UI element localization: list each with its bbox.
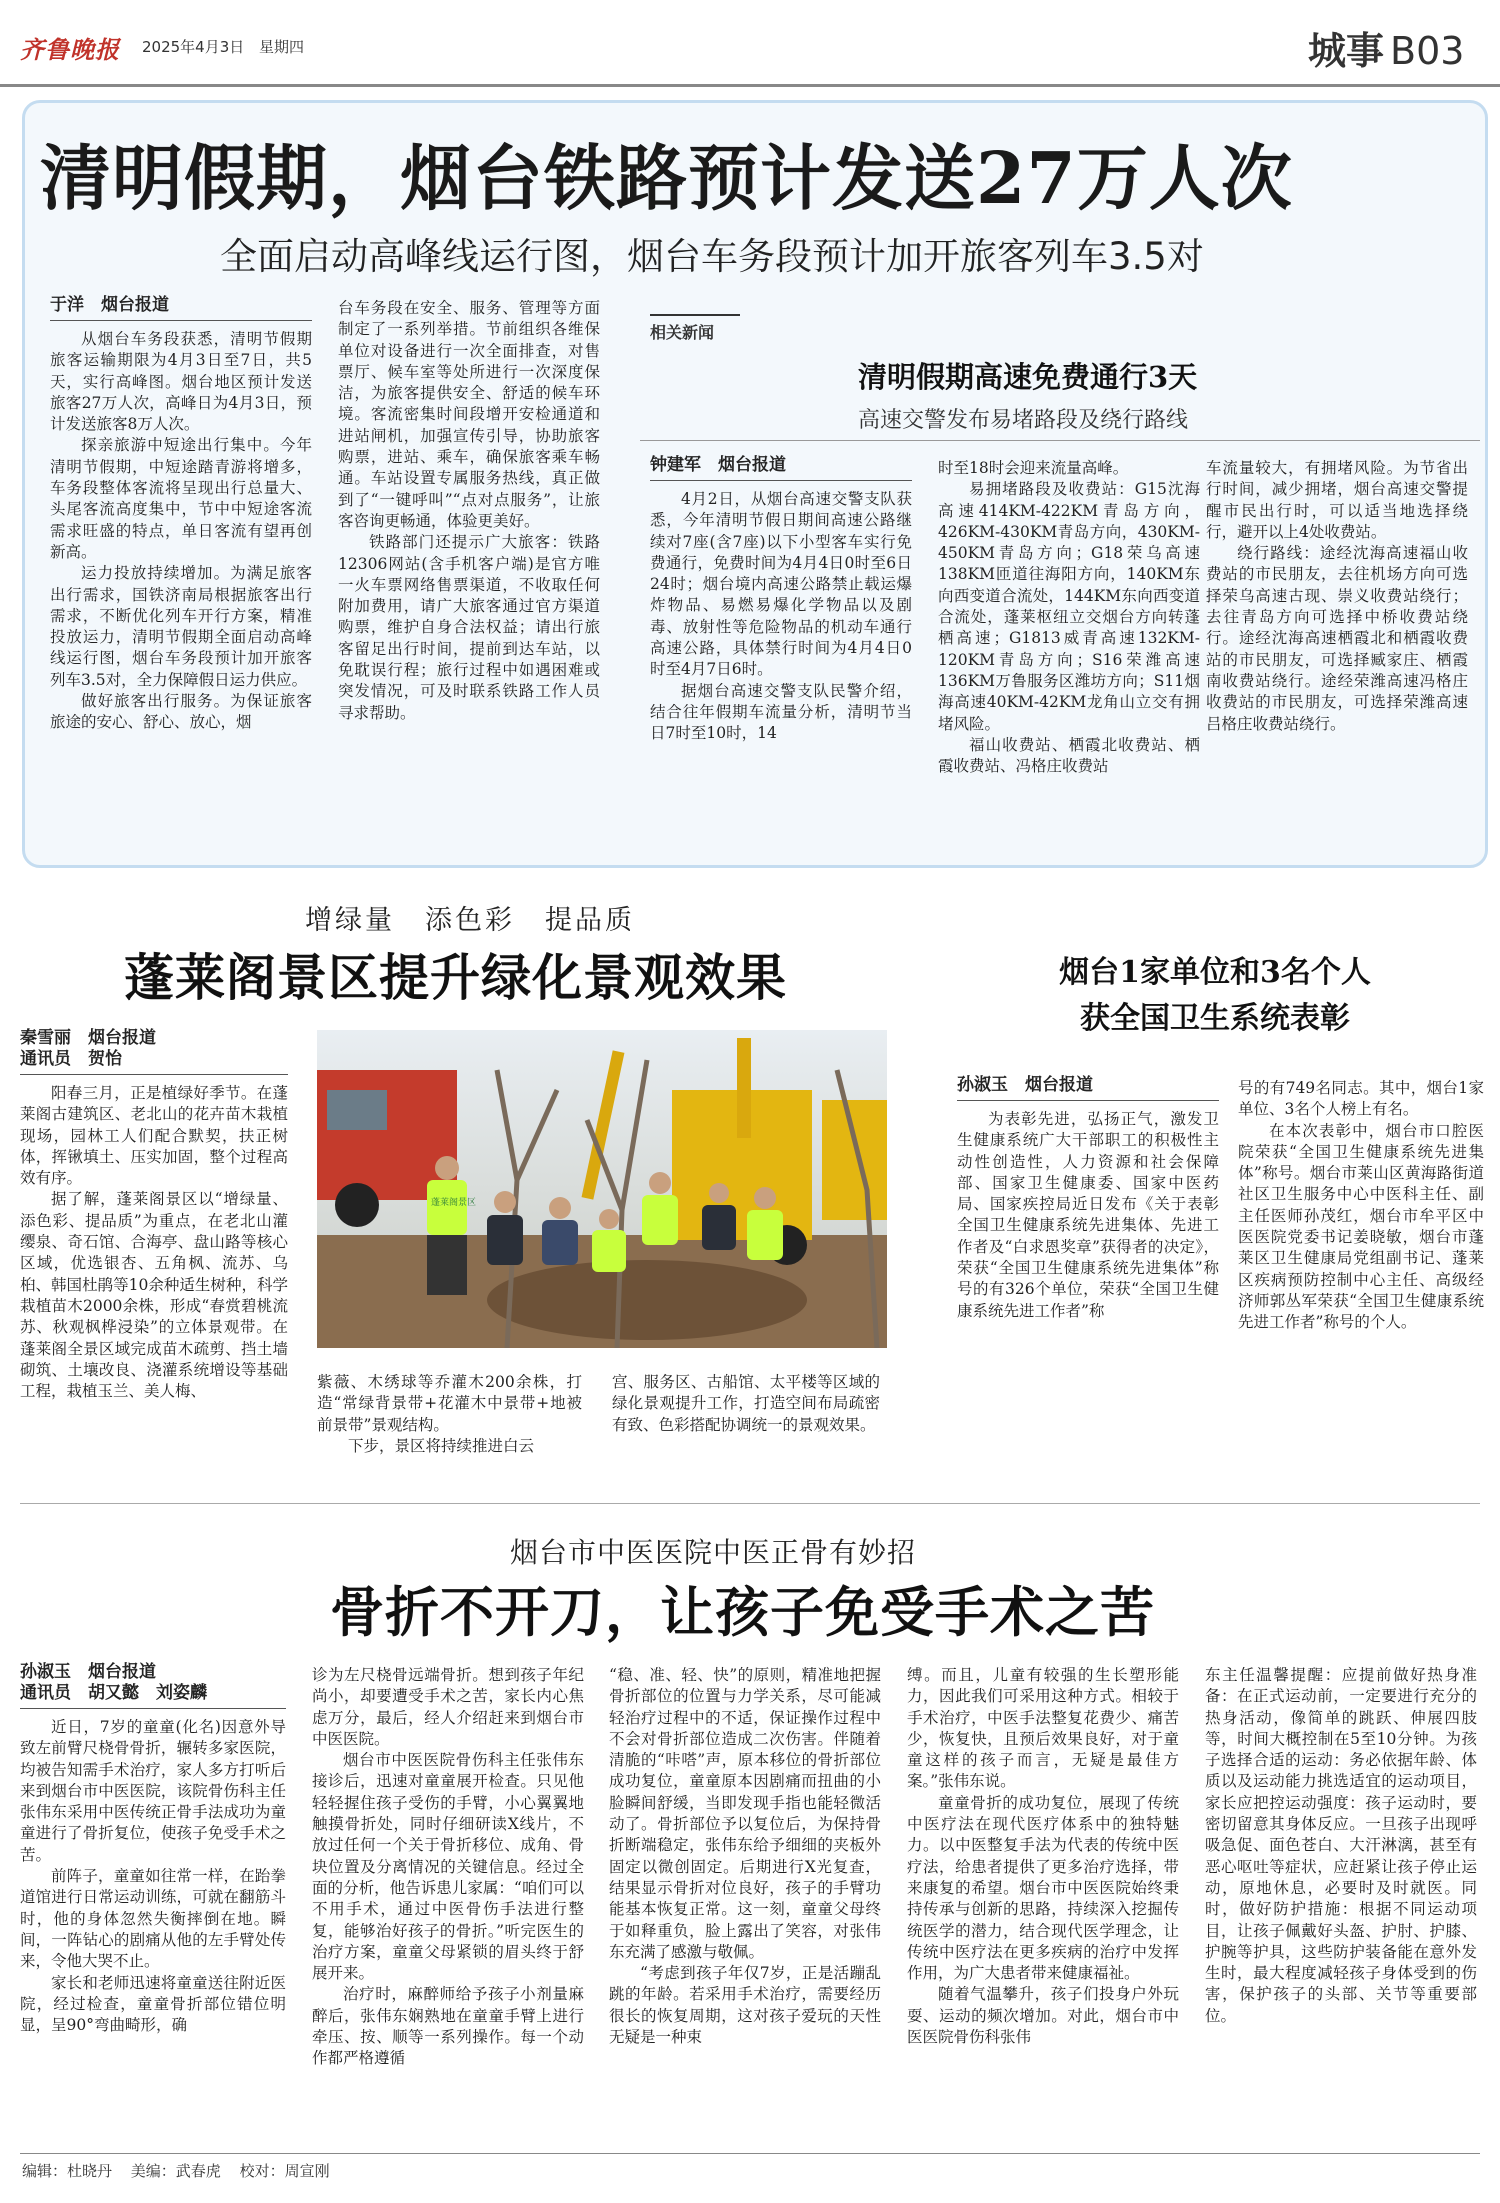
proofreader-credit: 校对：周宣刚 xyxy=(239,2162,330,2180)
paragraph: 为表彰先进，弘扬正气，激发卫生健康系统广大干部职工的积极性主动性创造性，人力资源和社会保障部、国家卫生健康委、国家中医药局、国家疾控局近日发布《关于表彰全国卫生健康系统先进集体、先进工作者及“白求恩奖章”获得者的决定》，荣获“全国卫生健康系统先进集体”称号的有326个单位，荣获“全国卫生健康系统先进工作者”称 xyxy=(957,1110,1219,1320)
paragraph: 4月2日，从烟台高速交警支队获悉，今年清明节假日期间高速公路继续对7座(含7座)以下小型客车实行免费通行，免费时间为4月4日0时至6日24时；烟台境内高速公路禁止载运爆炸物品、易燃易爆化学物品以及剧毒、放射性等危险物品的机动车通行高速公路，具体禁行时间为4月4日0时至4月7日6时。 xyxy=(650,490,912,679)
greening-kicker: 增绿量 添色彩 提品质 xyxy=(305,905,635,936)
section-divider xyxy=(20,1503,1480,1504)
paragraph: 紫薇、木绣球等乔灌木200余株，打造“常绿背景带+花灌木中景带+地被前景带”景观结构。 xyxy=(317,1373,582,1434)
bone-byline xyxy=(20,1662,286,1709)
byline-reporter: 孙淑玉 烟台报道 xyxy=(20,1662,156,1682)
greening-column-3 xyxy=(612,1372,880,1482)
bone-column-5 xyxy=(1205,1665,1477,2135)
paragraph: 运力投放持续增加。为满足旅客出行需求，国铁济南局根据旅客出行需求，不断优化列车开行方案，精准投放运力，清明节假期全面启动高峰线运行图，烟台车务段预计加开旅客列车3.5对，全力保障假日运力供应。 xyxy=(50,564,312,689)
paragraph: 宫、服务区、古船馆、太平楼等区域的绿化景观提升工作，打造空间布局疏密有致、色彩搭配协调统一的景观效果。 xyxy=(612,1373,880,1434)
bone-column-2 xyxy=(312,1665,584,2135)
greening-column-2 xyxy=(317,1372,582,1482)
bone-column-3 xyxy=(609,1665,881,2135)
paragraph: 易拥堵路段及收费站：G15沈海高速414KM-422KM青岛方向，426KM-430KM青岛方向，430KM-450KM青岛方向；G18荣乌高速138KM匝道往海阳方向，140KM东向西变道合流处，144KM东向西变道合流处，蓬莱枢纽立交烟台方向转蓬栖高速；G1813威青高速132KM-120KM青岛方向；S16荣潍高速136KM万鲁服务区潍坊方向；S11烟海高速40KM-42KM龙角山立交有拥堵风险。 xyxy=(938,480,1200,733)
paragraph: 绕行路线：途经沈海高速福山收费站的市民朋友，去往机场方向可选择荣乌高速古现、崇义收费站绕行；去往青岛方向可选择中桥收费站绕行。途经沈海高速栖霞北和栖霞收费站的市民朋友，可选择臧家庄、栖霞南收费站绕行。途经荣潍高速冯格庄收费站的市民朋友，可选择荣潍高速吕格庄收费站绕行。 xyxy=(1206,544,1468,733)
paragraph: 从烟台车务段获悉，清明节假期旅客运输期限为4月3日至7日，共5天，实行高峰图。烟台地区预计发送旅客27万人次，高峰日为4月3日，预计发送旅客8万人次。 xyxy=(50,330,312,434)
header-divider xyxy=(0,84,1500,87)
related-column-1 xyxy=(650,455,912,845)
paragraph: 治疗时，麻醉师给予孩子小剂量麻醉后，张伟东娴熟地在童童手臂上进行牵压、按、顺等一系列操作。每一个动作都严格遵循 xyxy=(312,1985,584,2068)
section-name: 城事 xyxy=(1308,29,1385,73)
award-headline-line-2: 获全国卫生系统表彰 xyxy=(1080,1001,1350,1036)
related-subheadline: 高速交警发布易堵路段及绕行路线 xyxy=(858,408,1189,433)
byline-correspondent: 通讯员 贺怡 xyxy=(20,1049,122,1069)
paragraph: 缚。而且，儿童有较强的生长塑形能力，因此我们可采用这种方式。相较于手术治疗，中医手法整复花费少、痛苦少，恢复快，且预后效果良好，对于童童这样的孩子而言，无疑是最佳方案。”张伟东说。 xyxy=(907,1666,1179,1791)
photo-illustration xyxy=(317,1030,887,1348)
lead-column-2 xyxy=(338,298,600,840)
paragraph: 在本次表彰中，烟台市口腔医院荣获“全国卫生健康系统先进集体”称号。烟台市莱山区黄海路街道社区卫生服务中心中医科主任、副主任医师孙茂红，烟台市牟平区中医医院党委书记姜晓敏，烟台市蓬莱区卫生健康局党组副书记、蓬莱区疾病预防控制中心主任、高级经济师郭丛军荣获“全国卫生健康系统先进工作者”称号的个人。 xyxy=(1238,1121,1484,1332)
paragraph: 家长和老师迅速将童童送往附近医院，经过检查，童童骨折部位错位明显，呈90°弯曲畸形，确 xyxy=(20,1973,286,2035)
paragraph: “稳、准、轻、快”的原则，精准地把握骨折部位的位置与力学关系，尽可能减轻治疗过程中的不适，保证操作过程中不会对骨折部位造成二次伤害。伴随着清脆的“咔嗒”声，原本移位的骨折部位成功复位，童童原本因剧痛而扭曲的小脸瞬间舒缓，当即发现手指也能轻微活动了。骨折部位予以复位后，为保持骨折断端稳定，张伟东给予细细的夹板外固定以微创固定。后期进行X光复查，结果显示骨折对位良好，孩子的手臂功能基本恢复正常。这一刻，童童父母终于如释重负，脸上露出了笑容，对张伟东充满了感激与敬佩。 xyxy=(609,1666,881,1961)
page-number: B03 xyxy=(1390,29,1465,73)
bone-kicker: 烟台市中医医院中医正骨有妙招 xyxy=(510,1536,917,1569)
weekday-text: 星期四 xyxy=(259,38,305,56)
paragraph: 近日，7岁的童童(化名)因意外导致左前臂尺桡骨骨折，辗转多家医院，均被告知需手术治疗，家人多方打听后来到烟台市中医医院，该院骨伤科主任张伟东采用中医传统正骨手法成功为童童进行了骨折复位，使孩子免受手术之苦。 xyxy=(20,1718,286,1864)
paragraph: 据烟台高速交警支队民警介绍，结合往年假期车流量分析，清明节当日7时至10时，14 xyxy=(650,681,912,743)
lead-subheadline: 全面启动高峰线运行图，烟台车务段预计加开旅客列车3.5对 xyxy=(220,235,1204,278)
award-column-1 xyxy=(957,1075,1219,1415)
footer-divider xyxy=(20,2153,1480,2154)
paragraph: 东主任温馨提醒：应提前做好热身准备：在正式运动前，一定要进行充分的热身活动，像简单的跳跃、伸展四肢等，时间大概控制在5至10分钟。为孩子选择合适的运动：务必依据年龄、体质以及运动能力挑选适宜的运动项目，家长应把控运动强度：孩子运动时，要密切留意其身体反应。一旦孩子出现呼吸急促、面色苍白、大汗淋漓，甚至有恶心呕吐等症状，应赶紧让孩子停止运动，原地休息，必要时及时就医。同时，做好防护措施：根据不同运动项目，让孩子佩戴好头盔、护肘、护膝、护腕等护具，这些防护装备能在意外发生时，最大程度减轻孩子身体受到的伤害，保护孩子的头部、关节等重要部位。 xyxy=(1205,1666,1477,2025)
award-byline: 孙淑玉 烟台报道 xyxy=(957,1075,1219,1101)
paragraph: 探亲旅游中短途出行集中。今年清明节假期，中短途踏青游将增多，车务段整体客流将呈现出行总量大、头尾客流高度集中，节中中短途客流需求旺盛的特点，单日客流有望再创新高。 xyxy=(50,436,312,561)
paragraph: 前阵子，童童如往常一样，在跆拳道馆进行日常运动训练，可就在翻筋斗时，他的身体忽然失衡摔倒在地。瞬间，一阵钻心的剧痛从他的左手臂处传来，令他大哭不止。 xyxy=(20,1867,286,1971)
paragraph: 号的有749名同志。其中，烟台1家单位、3名个人榜上有名。 xyxy=(1238,1079,1484,1119)
paragraph: 诊为左尺桡骨远端骨折。想到孩子年纪尚小，却要遭受手术之苦，家长内心焦虑万分，最后，经人介绍赶来到烟台市中医医院。 xyxy=(312,1666,584,1748)
paragraph: 车流量较大，有拥堵风险。为节省出行时间，减少拥堵，烟台高速交警提醒市民出行时，可以适当地选择绕行，避开以上4处收费站。 xyxy=(1206,459,1468,541)
award-headline-line-1: 烟台1家单位和3名个人 xyxy=(1059,955,1371,990)
related-column-2 xyxy=(938,458,1200,845)
section-label xyxy=(1308,20,1464,75)
landscaping-photo xyxy=(317,1030,887,1348)
paragraph: 时至18时会迎来流量高峰。 xyxy=(938,459,1129,477)
credits-footer xyxy=(22,2160,344,2181)
greening-byline xyxy=(20,1028,288,1075)
byline-reporter: 秦雪丽 烟台报道 xyxy=(20,1028,156,1048)
lead-headline: 清明假期，烟台铁路预计发送27万人次 xyxy=(40,136,1293,220)
related-news-label: 相关新闻 xyxy=(650,314,740,343)
related-headline: 清明假期高速免费通行3天 xyxy=(858,360,1198,394)
related-divider xyxy=(640,440,1480,441)
greening-column-1 xyxy=(20,1028,288,1478)
paragraph: 烟台市中医医院骨伤科主任张伟东接诊后，迅速对童童展开检查。只见他轻轻握住孩子受伤的手臂，小心翼翼地触摸骨折处，同时仔细研读X线片，不放过任何一个关于骨折移位、成角、骨块位置及分离情况的关键信息。经过全面的分析，他告诉患儿家属：“咱们可以不用手术，通过中医骨伤手法进行整复，能够治好孩子的骨折。”听完医生的治疗方案，童童父母紧锁的眉头终于舒展开来。 xyxy=(312,1751,584,1983)
date-text: 2025年4月3日 xyxy=(142,38,245,56)
paragraph: 随着气温攀升，孩子们投身户外玩耍、运动的频次增加。对此，烟台市中医医院骨伤科张伟 xyxy=(907,1985,1179,2047)
paragraph: 下步，景区将持续推进白云 xyxy=(348,1436,535,1455)
paragraph: 据了解，蓬莱阁景区以“增绿量、添色彩、提品质”为重点，在老北山灌缨泉、奇石馆、合海亭、盘山路等核心区域，优选银杏、五角枫、流苏、乌桕、韩国杜鹃等10余种适生树种，科学栽植苗木2000余株，形成“春赏碧桃流苏、秋观枫桦浸染”的立体景观带。在蓬莱阁全景区域完成苗木疏剪、挡土墙砌筑、土壤改良、浇灌系统增设等基础工程，栽植玉兰、美人梅、 xyxy=(20,1190,288,1401)
paragraph: 做好旅客出行服务。为保证旅客旅途的安心、舒心、放心，烟 xyxy=(50,692,312,732)
award-headline xyxy=(1050,950,1380,1042)
designer-credit: 美编：武春虎 xyxy=(130,2162,221,2180)
newspaper-logo: 齐鲁晚报 xyxy=(20,35,120,64)
paragraph: 福山收费站、栖霞北收费站、栖霞收费站、冯格庄收费站 xyxy=(938,735,1200,776)
lead-byline: 于洋 烟台报道 xyxy=(50,295,312,321)
byline-correspondents: 通讯员 胡又懿 刘姿麟 xyxy=(20,1683,207,1703)
bone-column-4 xyxy=(907,1665,1179,2135)
award-column-2 xyxy=(1238,1078,1484,1418)
paragraph: 铁路部门还提示广大旅客：铁路12306网站(含手机客户端)是官方唯一火车票网络售票渠道，不收取任何附加费用，请广大旅客通过官方渠道购票，维护自身合法权益；请出行旅客留足出行时间，提前到达车站，以免耽误行程；旅行过程中如遇困难或突发情况，可及时联系铁路工作人员寻求帮助。 xyxy=(338,533,600,722)
paragraph: 童童骨折的成功复位，展现了传统中医疗法在现代医疗体系中的独特魅力。以中医整复手法为代表的传统中医疗法，给患者提供了更多治疗选择，带来康复的希望。烟台市中医医院始终秉持传承与创新的思路，持续深入挖掘传统医学的潜力，结合现代医学理念，让传统中医疗法在更多疾病的治疗中发挥作用，为广大患者带来健康福祉。 xyxy=(907,1793,1179,1983)
issue-date xyxy=(142,36,304,57)
lead-column-1 xyxy=(50,295,312,840)
paragraph: “考虑到孩子年仅7岁，正是活蹦乱跳的年龄。若采用手术治疗，需要经历很长的恢复周期，这对孩子爱玩的天性无疑是一种束 xyxy=(609,1964,881,2047)
paragraph: 台车务段在安全、服务、管理等方面制定了一系列举措。节前组织各维保单位对设备进行一次全面排查，对售票厅、候车室等处所进行一次深度保洁，为旅客提供安全、舒适的候车环境。客流密集时间段增开安检通道和进站闸机，加强宣传引导，协助旅客购票，进站、乘车，确保旅客乘车畅通。车站设置专属服务热线，真正做到了“一键呼叫”“点对点服务”，让旅客咨询更畅通，体验更美好。 xyxy=(338,299,600,530)
editor-credit: 编辑：杜晓丹 xyxy=(22,2162,113,2180)
paragraph: 阳春三月，正是植绿好季节。在蓬莱阁古建筑区、老北山的花卉苗木栽植现场，园林工人们配合默契，扶正树体，挥锹填土、压实加固，整个过程高效有序。 xyxy=(20,1084,288,1188)
related-byline: 钟建军 烟台报道 xyxy=(650,455,912,481)
bone-column-1 xyxy=(20,1662,286,2132)
vest-print: 蓬莱阁景区 xyxy=(431,1198,477,1208)
bone-headline: 骨折不开刀，让孩子免受手术之苦 xyxy=(330,1580,1155,1644)
related-column-3 xyxy=(1206,458,1468,845)
greening-headline: 蓬莱阁景区提升绿化景观效果 xyxy=(124,948,787,1007)
